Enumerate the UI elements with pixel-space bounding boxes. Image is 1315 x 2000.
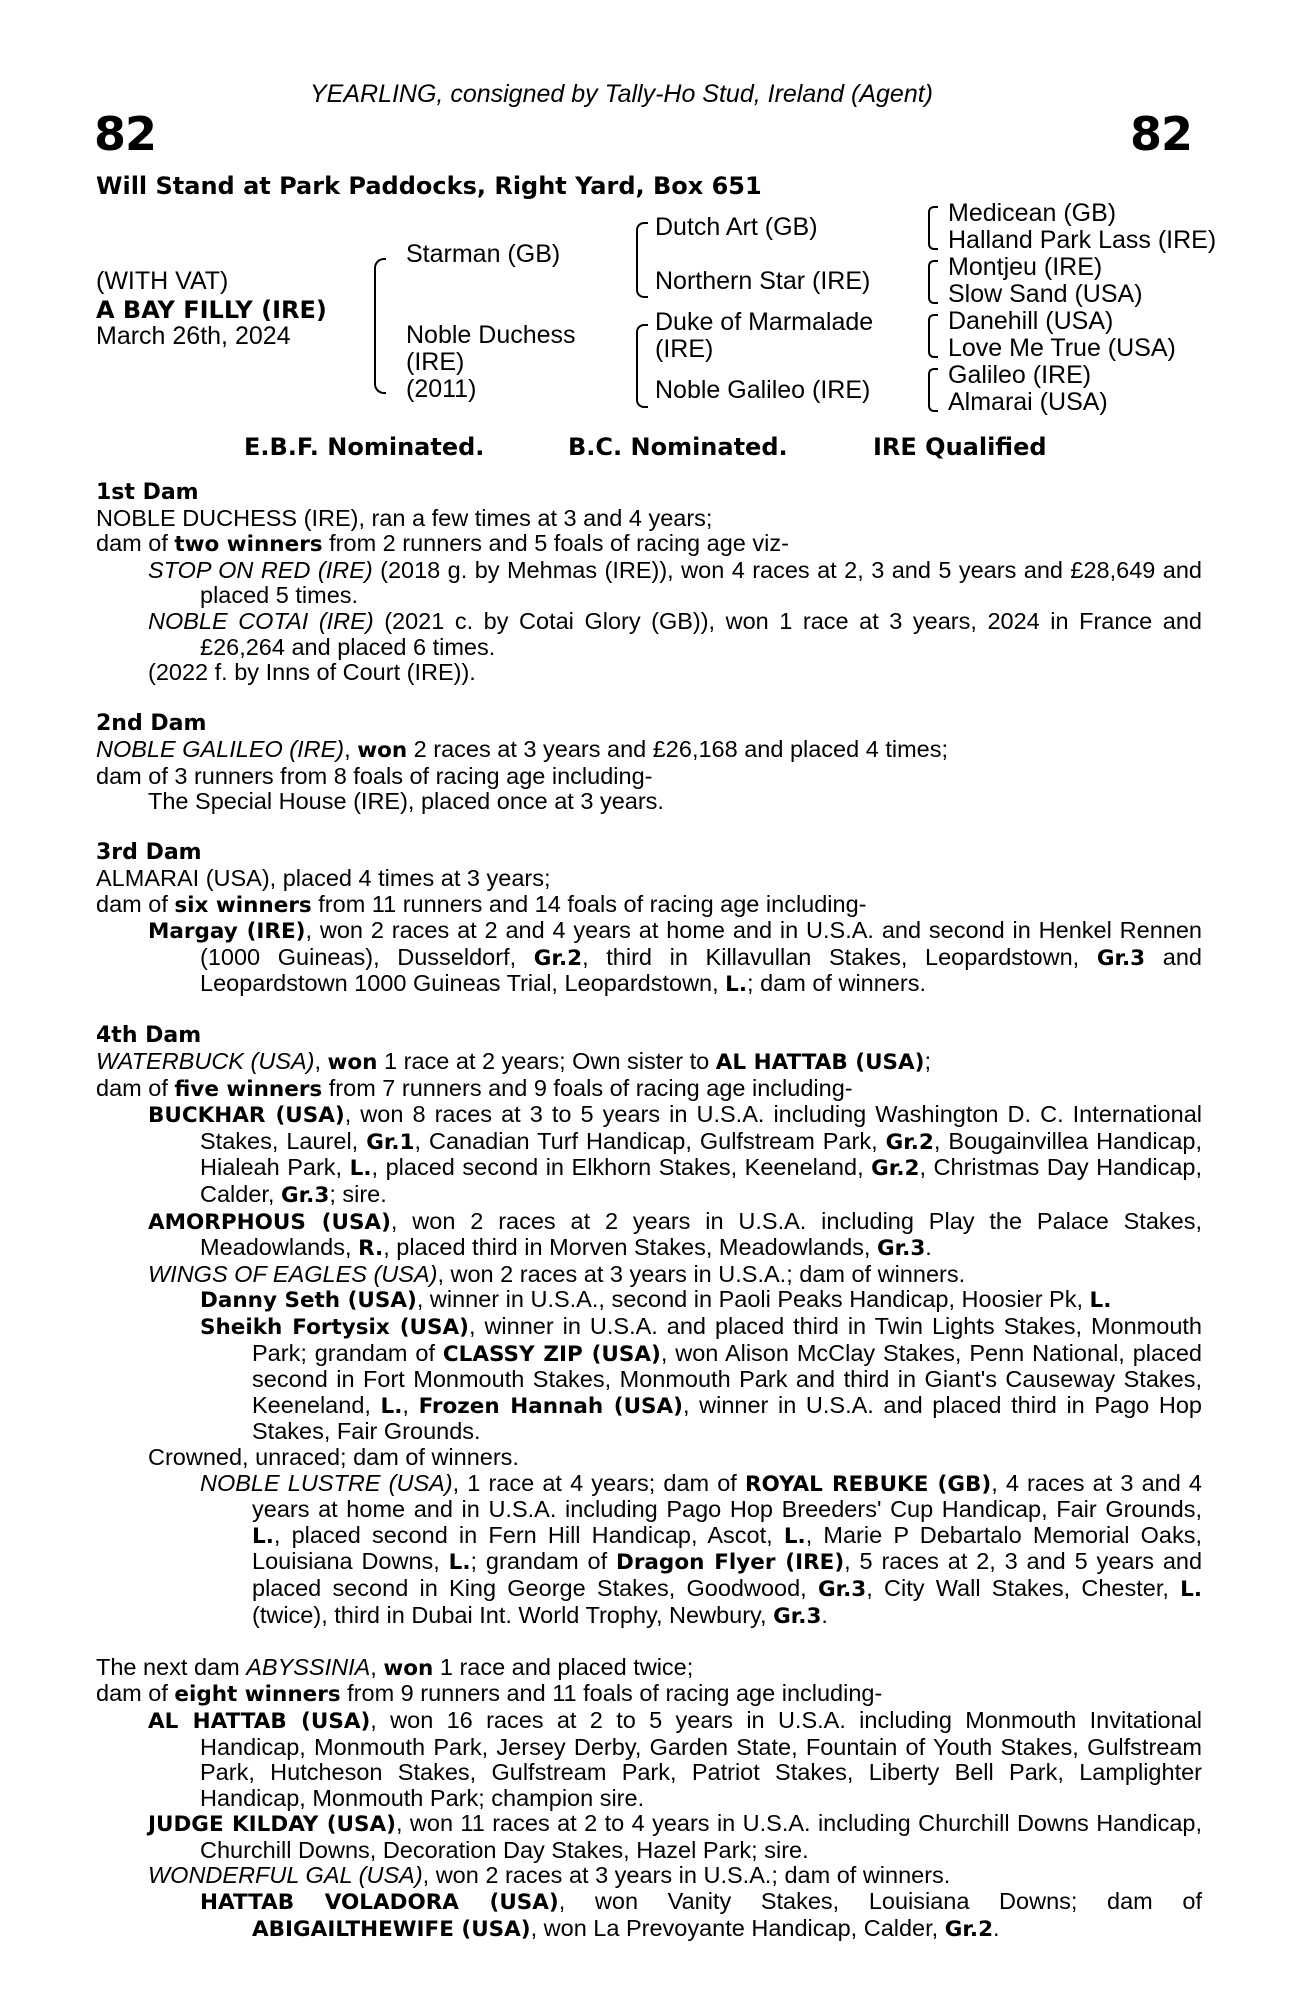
dam-produce-summary: dam of eight winners from 9 runners and 11 foals of racing age including-	[96, 1680, 883, 1708]
produce-entry: WINGS OF EAGLES (USA), won 2 races at 3 years in U.S.A.; dam of winners.	[148, 1260, 966, 1287]
vat-note: (WITH VAT)	[96, 267, 229, 295]
grand-produce-entry: Danny Seth (USA), winner in U.S.A., second in Paoli Peaks Handicap, Hoosier Pk, L.	[200, 1286, 1112, 1314]
dam-produce-summary: dam of five winners from 7 runners and 9 foals of racing age including-	[96, 1074, 853, 1102]
dam-line3: (2011)	[406, 375, 477, 403]
dam-record: NOBLE DUCHESS (IRE), ran a few times at 3 and 4 years;	[96, 504, 713, 531]
sire-brace	[636, 222, 648, 298]
dam-line2: (IRE)	[406, 348, 465, 376]
dam-record: The next dam ABYSSINIA, won 1 race and placed twice;	[96, 1653, 694, 1681]
dam-produce-summary: dam of two winners from 2 runners and 5 foals of racing age viz-	[96, 530, 789, 558]
produce-entry: Crowned, unraced; dam of winners.	[148, 1443, 519, 1470]
produce-entry: JUDGE KILDAY (USA), won 11 races at 2 to 4 years in U.S.A. including Churchill Downs Handicap, Churchill Downs, Decoration Day Stakes, Hazel Park; sire.	[148, 1810, 1203, 1863]
sd-sire: Montjeu (IRE)	[948, 253, 1103, 281]
ds-dam: Love Me True (USA)	[948, 334, 1176, 362]
first-dam-section	[96, 480, 1202, 686]
fourth-dam-section	[96, 1023, 1202, 1629]
pedigree-brace	[374, 258, 386, 394]
ss-brace	[928, 206, 938, 250]
dam-line1: Noble Duchess	[406, 321, 576, 349]
ds-brace	[928, 314, 938, 358]
lot-number-left: 82	[94, 107, 157, 161]
dam-record: NOBLE GALILEO (IRE), won 2 races at 3 years and £26,168 and placed 4 times;	[96, 735, 949, 763]
section-heading: 1st Dam	[96, 480, 199, 505]
ebf-nominated: E.B.F. Nominated.	[244, 433, 485, 461]
next-dam-section	[96, 1655, 1202, 1943]
section-heading: 2nd Dam	[96, 711, 207, 737]
section-heading: 3rd Dam	[96, 840, 202, 866]
third-dam-section	[96, 840, 1202, 998]
sire-sire: Dutch Art (GB)	[655, 213, 818, 241]
dam-produce-summary: dam of six winners from 11 runners and 14 foals of racing age including-	[96, 890, 867, 918]
produce-entry: STOP ON RED (IRE) (2018 g. by Mehmas (IRE)), won 4 races at 2, 3 and 5 years and £28,649 and placed 5 times.	[148, 556, 1203, 609]
produce-entry: NOBLE COTAI (IRE) (2021 c. by Cotai Glory (GB)), won 1 race at 3 years, 2024 in France and £26,264 and placed 6 times.	[148, 607, 1202, 660]
lot-number-right: 82	[1130, 107, 1193, 161]
subtitle: YEARLING, consigned by Tally-Ho Stud, Ireland (Agent)	[310, 80, 933, 108]
dam-dam: Noble Galileo (IRE)	[655, 376, 871, 404]
produce-entry: The Special House (IRE), placed once at 3 years.	[148, 788, 664, 815]
grand-produce-entry: NOBLE LUSTRE (USA), 1 race at 4 years; dam of ROYAL REBUKE (GB), 4 races at 3 and 4 years at home and in U.S.A. including Pago Hop Breeders' Cup Handicap, Fair Grounds, L., placed second in Fern Hill Handicap, Ascot, L., Marie P Debartalo Memorial Oaks, Louisiana Downs, L.; grandam of Dragon Flyer (IRE), 5 races at 2, 3 and 5 years and placed second in King George Stakes, Goodwood, Gr.3, City Wall Stakes, Chester, L. (twice), third in Dubai Int. World Trophy, Newbury, Gr.3.	[200, 1469, 1203, 1629]
ire-qualified: IRE Qualified	[873, 433, 1047, 461]
sire-dam: Northern Star (IRE)	[655, 267, 871, 295]
section-heading: 4th Dam	[96, 1023, 202, 1049]
stable-location: Will Stand at Park Paddocks, Right Yard, Box 651	[96, 172, 762, 200]
dd-dam: Almarai (USA)	[948, 388, 1108, 416]
produce-entry: BUCKHAR (USA), won 8 races at 3 to 5 years in U.S.A. including Washington D. C. International Stakes, Laurel, Gr.1, Canadian Turf Handicap, Gulfstream Park, Gr.2, Bougainvillea Handicap, Hialeah Park, L., placed second in Elkhorn Stakes, Keeneland, Gr.2, Christmas Day Handicap, Calder, Gr.3; sire.	[148, 1101, 1202, 1209]
horse-name: A BAY FILLY (IRE)	[96, 296, 327, 324]
produce-entry: Margay (IRE), won 2 races at 2 and 4 years at home and in U.S.A. and second in Henkel Rennen (1000 Guineas), Dusseldorf, Gr.2, third in Killavullan Stakes, Leopardstown, Gr.3 and Leopardstown 1000 Guineas Trial, Leopardstown, L.; dam of winners.	[148, 917, 1202, 998]
dd-sire: Galileo (IRE)	[948, 361, 1092, 389]
dam-sire-line2: (IRE)	[655, 335, 714, 363]
sire: Starman (GB)	[406, 240, 561, 268]
catalogue-body	[96, 480, 1202, 1968]
dam-record: WATERBUCK (USA), won 1 race at 2 years; Own sister to AL HATTAB (USA);	[96, 1048, 932, 1076]
second-dam-section	[96, 711, 1202, 814]
produce-entry: AL HATTAB (USA), won 16 races at 2 to 5 years in U.S.A. including Monmouth Invitational Handicap, Monmouth Park, Jersey Derby, Garden State, Fountain of Youth Stakes, Gulfstream Park, Hutcheson Stakes, Gulfstream Park, Patriot Stakes, Liberty Bell Park, Lamplighter Handicap, Monmouth Park; champion sire.	[148, 1706, 1202, 1811]
dam-produce-summary: dam of 3 runners from 8 foals of racing age including-	[96, 762, 653, 789]
produce-entry: AMORPHOUS (USA), won 2 races at 2 years in U.S.A. including Play the Palace Stakes, Meadowlands, R., placed third in Morven Stakes, Meadowlands, Gr.3.	[148, 1207, 1202, 1262]
dd-brace	[928, 368, 938, 412]
ds-sire: Danehill (USA)	[948, 307, 1114, 335]
ss-sire: Medicean (GB)	[948, 199, 1117, 227]
dam-sire-line1: Duke of Marmalade	[655, 308, 874, 336]
dam-record: ALMARAI (USA), placed 4 times at 3 years;	[96, 864, 551, 891]
sd-brace	[928, 260, 938, 304]
produce-entry: WONDERFUL GAL (USA), won 2 races at 3 years in U.S.A.; dam of winners.	[148, 1862, 951, 1889]
grand-produce-entry: Sheikh Fortysix (USA), winner in U.S.A. and placed third in Twin Lights Stakes, Monmouth Park; grandam of CLASSY ZIP (USA), won Alison McClay Stakes, Penn National, placed second in Fort Monmouth Stakes, Monmouth Park and third in Giant's Causeway Stakes, Keeneland, L., Frozen Hannah (USA), winner in U.S.A. and placed third in Pago Hop Stakes, Fair Grounds.	[200, 1313, 1202, 1445]
bc-nominated: B.C. Nominated.	[568, 433, 788, 461]
ss-dam: Halland Park Lass (IRE)	[948, 226, 1217, 254]
dam-brace	[636, 324, 648, 408]
sd-dam: Slow Sand (USA)	[948, 280, 1143, 308]
grand-produce-entry: HATTAB VOLADORA (USA), won Vanity Stakes, Louisiana Downs; dam of ABIGAILTHEWIFE (USA), won La Prevoyante Handicap, Calder, Gr.2.	[200, 1888, 1202, 1942]
produce-entry: (2022 f. by Inns of Court (IRE)).	[148, 659, 476, 686]
horse-dob: March 26th, 2024	[96, 322, 291, 350]
